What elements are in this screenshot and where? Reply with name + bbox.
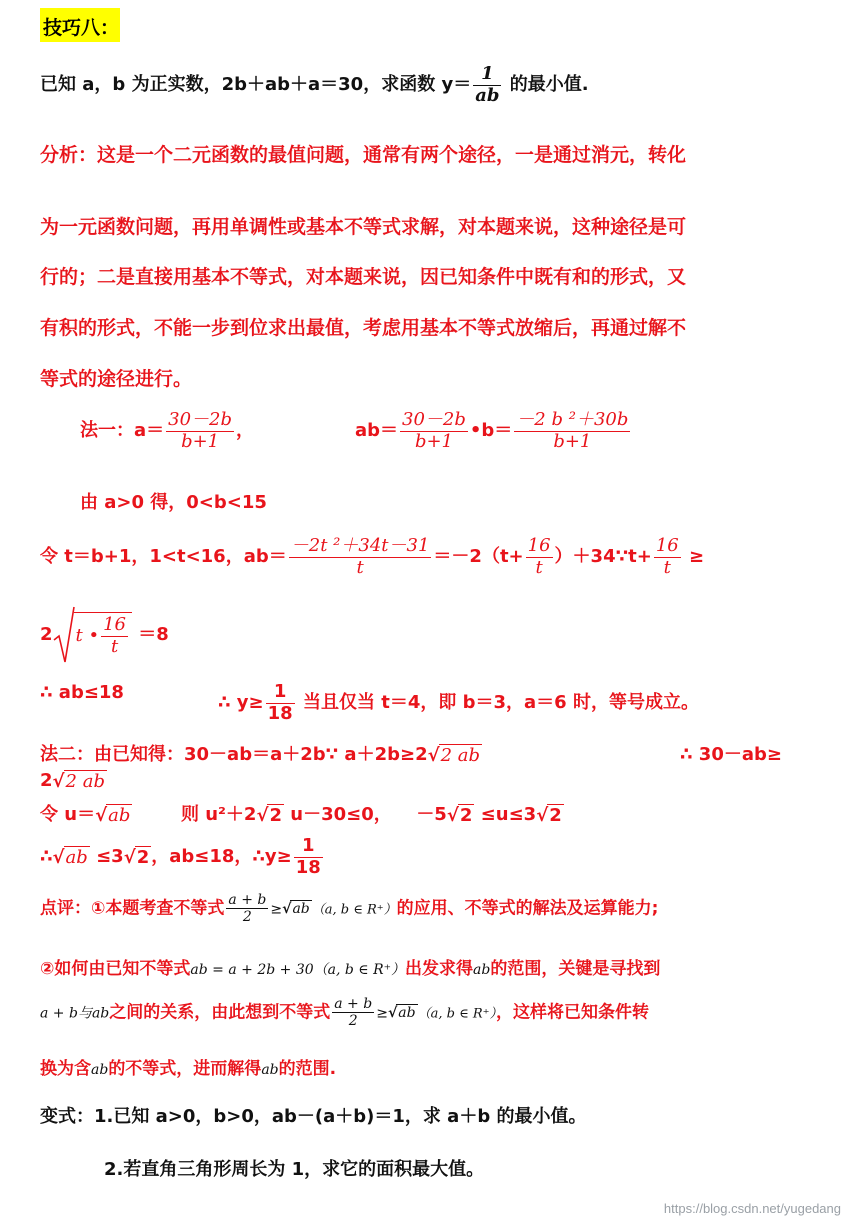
comment-line-4: 换为含ab的不等式，进而解得ab的范围. [40,1059,337,1079]
variant-2: 2.若直角三角形周长为 1，求它的面积最大值。 [104,1159,485,1180]
method1-conclusion-y: ∴ y≥ $\frac{1}{18}$ 当且仅当 t＝4，即 b＝3，a＝6 时，等号成立。 [218,681,699,724]
method1-sqrt-line: 2 t • $\frac{16}{t}$ ＝8 [40,606,169,664]
variant-1: 变式：1.已知 a>0，b>0，ab－(a＋b)＝1，求 a＋b 的最小值。 [40,1106,587,1127]
method1-conclusion-ab: ∴ ab≤18 [40,682,124,703]
method1-ab-expression: ab＝ $\frac{30-2b}{b+1}$ •b＝ $\frac{\text{－2 b ²＋30b}}{b+1}$ [355,409,629,452]
method1-substitution: 令 t＝b+1，1<t<16，ab＝ $\frac{\text{－2t ²＋34t－31}}{t}$ ＝－2（t+ $\frac{16}{t}$ ）＋34∵t+ $\frac{16}{t}$ ≥ [40,535,705,578]
section-title: 技巧八： [43,17,120,39]
method1-line-2: 由 a>0 得，0<b<15 [80,492,267,513]
method2-line-3: 令 u＝√ab 则 u²＋2√2 u－30≤0， －5√2 ≤u≤3√2 [40,804,562,826]
comment-line-2: ②如何由已知不等式ab = a + 2b + 30（a, b ∈ R⁺）出发求得ab的范围，关键是寻找到 [40,959,661,979]
method2-line-1: 法二：由已知得：30－ab＝a＋2b∵ a＋2b≥2√2 ab [40,744,481,766]
analysis-line-4: 有积的形式，不能一步到位求出最值，考虑用基本不等式放缩后，再通过解不 [40,317,687,339]
method2-line-1-tail: ∴ 30－ab≥ [680,744,782,765]
analysis-line-5: 等式的途径进行。 [40,368,193,390]
method2-line-2: 2√2 ab [40,770,105,792]
comment-line-1: 点评：①本题考查不等式 $\frac{a + b}{2}$ ≥√ab （a, b ∈ R⁺）的应用、不等式的解法及运算能力; [40,892,659,926]
comment-line-3: a + b与ab之间的关系，由此想到不等式 $\frac{a + b}{2}$ ≥√ab （a, b ∈ R⁺），这样将已知条件转 [40,996,649,1030]
method1-line-1: 法一：a＝ $\frac{30-2b}{b+1}$ ， [80,409,255,452]
analysis-line-2: 为一元函数问题，再用单调性或基本不等式求解，对本题来说，这种途径是可 [40,216,687,238]
problem-statement: 已知 a，b 为正实数，2b＋ab＋a＝30，求函数 y＝ $\frac{1}{ab}$ 的最小值. [40,63,589,106]
analysis-line-3: 行的；二是直接用基本不等式，对本题来说，因已知条件中既有和的形式，又 [40,266,687,288]
watermark-url: https://blog.csdn.net/yugedang [663,1201,841,1216]
analysis-line-1: 分析：这是一个二元函数的最值问题，通常有两个途径，一是通过消元，转化 [40,144,687,166]
method2-line-4: ∴√ab ≤3√2 ，ab≤18，∴y≥ $\frac{1}{18}$ [40,835,321,878]
